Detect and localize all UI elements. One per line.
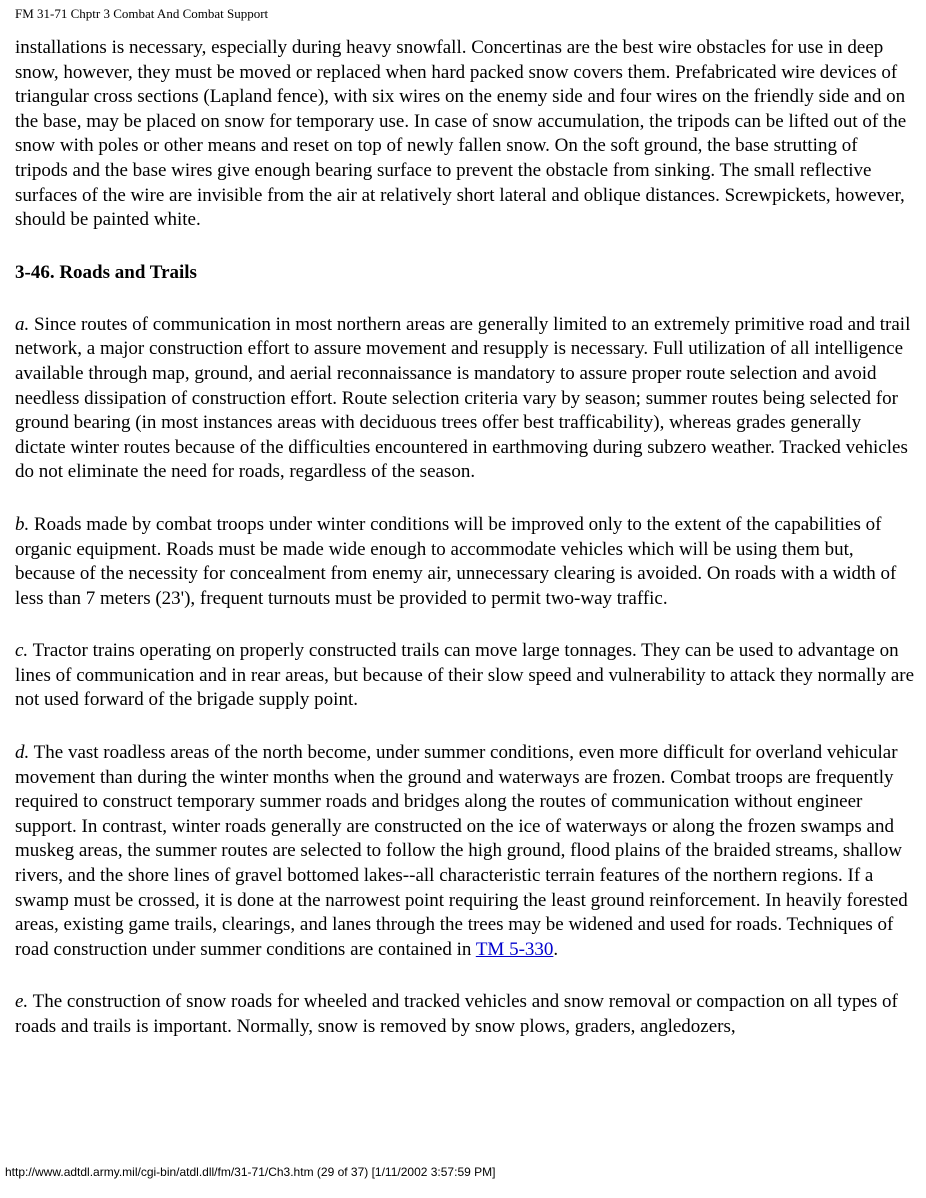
paragraph-d-text: The vast roadless areas of the north become, under summer conditions, even more difficult for overland vehicular movement than during the winter months when the ground and waterways are frozen. Combat troops are frequently required to construct temporary summer roads and bridges along the routes of communication without engineer support. In contrast, winter roads generally are constructed on the ice of waterways or along the frozen swamps and muskeg areas, the summer routes are selected to follow the high ground, flood plains of the braided streams, shallow rivers, and the shore lines of gravel bottomed lakes--all characteristic terrain features of the northern regions. If a swamp must be crossed, it is done at the narrowest point requiring the least ground reinforcement. In heavily forested areas, existing game trails, clearings, and lanes through the trees may be widened and used for roads. Techniques of road construction under summer conditions are contained in [15, 742, 908, 960]
document-body [15, 36, 915, 1040]
paragraph-b-text: Roads made by combat troops under winter conditions will be improved only to the extent of the capabilities of organic equipment. Roads must be made wide enough to accommodate vehicles which will be using them but, because of the necessity for concealment from enemy air, unnecessary clearing is avoided. On roads with a width of less than 7 meters (23'), frequent turnouts must be provided to permit two-way traffic. [15, 513, 897, 609]
paragraph-e-text: The construction of snow roads for wheeled and tracked vehicles and snow removal or compaction on all types of roads and trails is important. Normally, snow is removed by snow plows, graders, angledozers, [15, 991, 898, 1037]
section-heading: 3-46. Roads and Trails [15, 261, 197, 283]
paragraph-c-label: c. [15, 640, 29, 662]
tm-5-330-link[interactable]: TM 5-330 [475, 938, 554, 960]
page-footer-url: http://www.adtdl.army.mil/cgi-bin/atdl.dll/fm/31-71/Ch3.htm (29 of 37) [1/11/2002 3:57:59 PM] [5, 1165, 496, 1179]
paragraph-c [15, 639, 915, 713]
paragraph-e [15, 990, 915, 1039]
paragraph-b [15, 513, 915, 611]
paragraph-d-label: d. [15, 742, 30, 764]
paragraph-d-end: . [553, 938, 559, 960]
paragraph-d [15, 741, 915, 962]
paragraph-a [15, 313, 915, 485]
paragraph-e-label: e. [15, 991, 29, 1013]
intro-paragraph: installations is necessary, especially during heavy snowfall. Concertinas are the best wire obstacles for use in deep snow, however, they must be moved or replaced when hard packed snow covers them. Prefabricated wire devices of triangular cross sections (Lapland fence), with six wires on the enemy side and four wires on the friendly side and on the base, may be placed on snow for temporary use. In case of snow accumulation, the tripods can be lifted out of the snow with poles or other means and reset on top of newly fallen snow. On the soft ground, the base strutting of tripods and the base wires give enough bearing surface to prevent the obstacle from sinking. The small reflective surfaces of the wire are invisible from the air at relatively short lateral and oblique distances. Screwpickets, however, should be painted white. [15, 37, 907, 231]
page-header: FM 31-71 Chptr 3 Combat And Combat Support [15, 6, 269, 21]
paragraph-a-label: a. [15, 313, 30, 335]
paragraph-c-text: Tractor trains operating on properly constructed trails can move large tonnages. They can be used to advantage on lines of communication and in rear areas, but because of their slow speed and vulnerability to attack they normally are not used forward of the brigade supply point. [15, 640, 915, 711]
paragraph-b-label: b. [15, 513, 30, 535]
paragraph-a-text: Since routes of communication in most northern areas are generally limited to an extremely primitive road and trail network, a major construction effort to assure movement and resupply is necessary. Full utilization of all intelligence available through map, ground, and aerial reconnaissance is mandatory to assure proper route selection and avoid needless dissipation of construction effort. Route selection criteria vary by season; summer routes being selected for ground bearing (in most instances areas with deciduous trees offer best trafficability), whereas grades generally dictate winter routes because of the difficulties encountered in earthmoving during subzero weather. Tracked vehicles do not eliminate the need for roads, regardless of the season. [15, 313, 911, 483]
